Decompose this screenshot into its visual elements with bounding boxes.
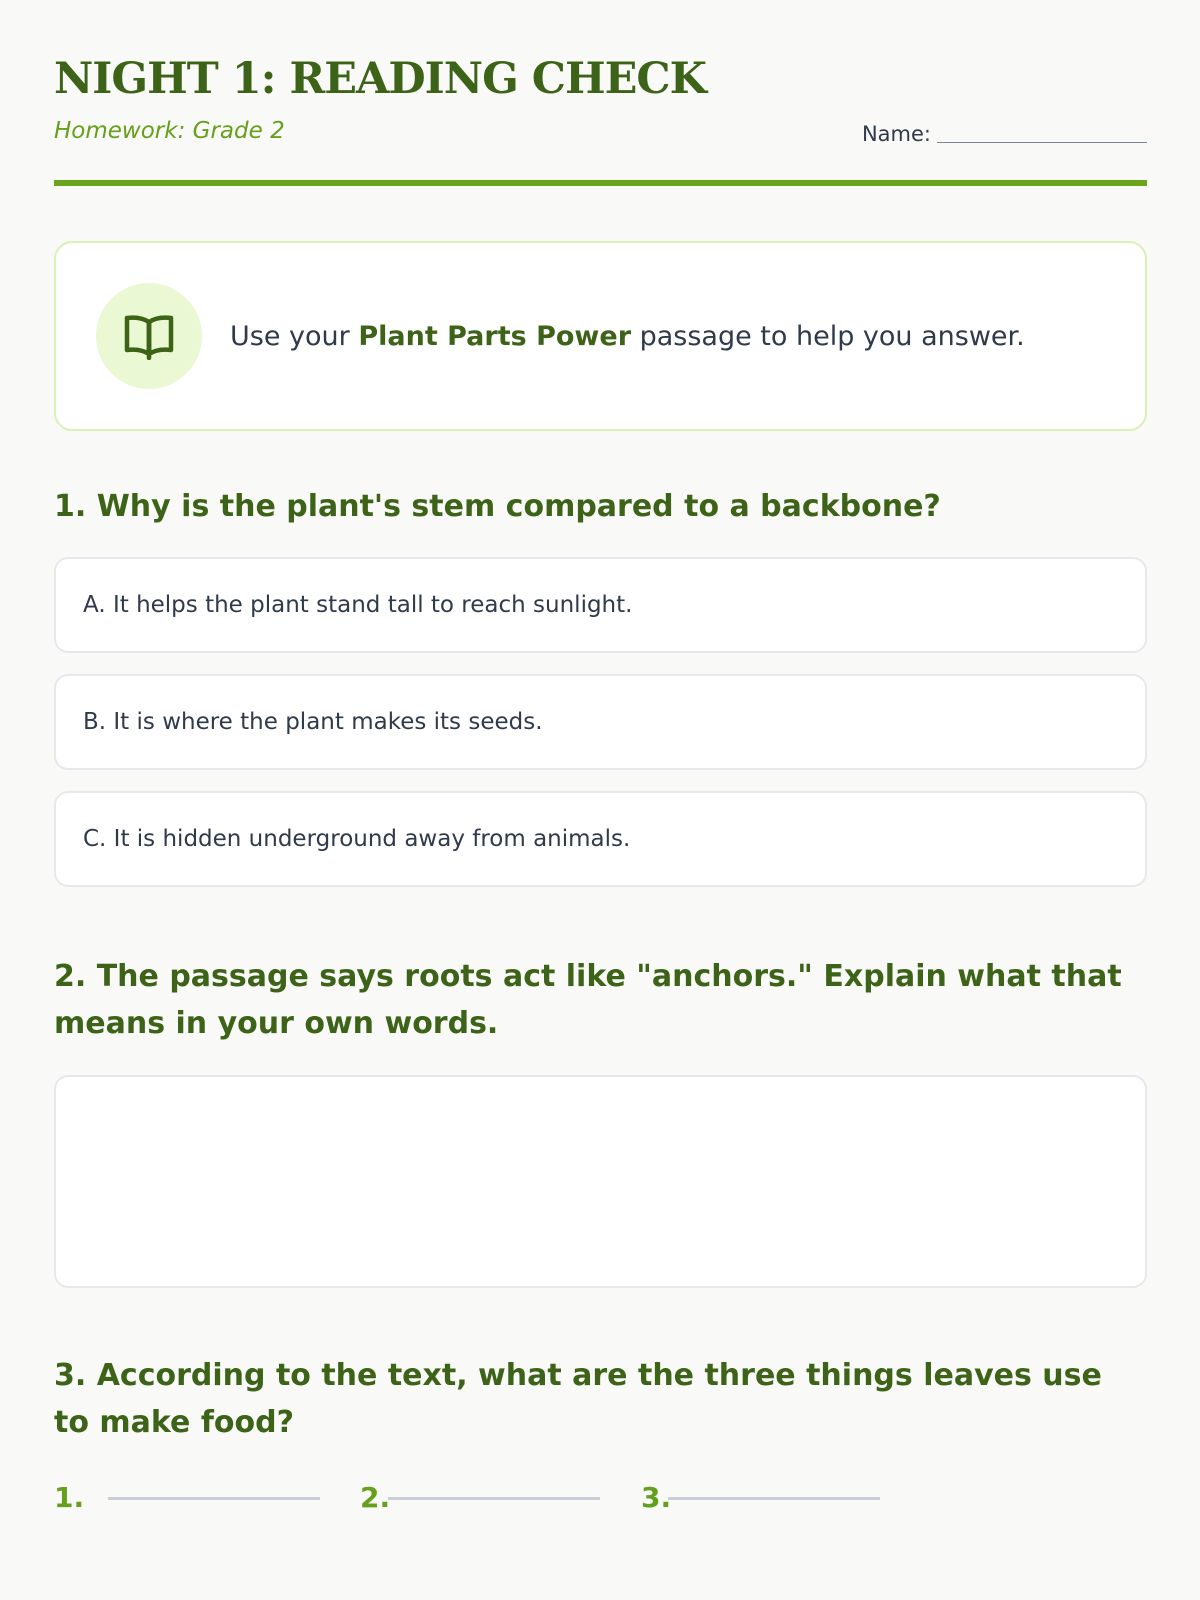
question-3-prompt: 3. According to the text, what are the three things leaves use to make food? xyxy=(54,1358,1102,1440)
passage-instruction xyxy=(230,321,1025,352)
open-book-icon-graphic xyxy=(123,312,175,360)
question-3-blanks xyxy=(54,1478,954,1518)
instruction-text-before: Use your xyxy=(230,320,359,352)
question-1-prompt: 1. Why is the plant's stem compared to a backbone? xyxy=(54,489,941,524)
page-subtitle: Homework: Grade 2 xyxy=(54,118,285,144)
name-field[interactable] xyxy=(937,141,1147,143)
open-book-icon xyxy=(96,283,202,389)
passage-note-box xyxy=(54,241,1147,431)
option-b-text: B. It is where the plant makes its seeds. xyxy=(83,709,543,735)
question-1-option-a[interactable] xyxy=(54,557,1147,653)
question-2-prompt: 2. The passage says roots act like "anchors." Explain what that means in your own words. xyxy=(54,959,1122,1041)
blank-2-number: 2. xyxy=(360,1481,391,1514)
blank-1-line[interactable] xyxy=(108,1497,320,1500)
blank-2-line[interactable] xyxy=(388,1497,600,1500)
blank-1-number: 1. xyxy=(54,1481,85,1514)
question-1-option-b[interactable] xyxy=(54,674,1147,770)
blank-3-line[interactable] xyxy=(668,1497,880,1500)
name-label: Name: xyxy=(861,122,931,146)
header-divider xyxy=(54,180,1147,186)
option-c-text: C. It is hidden underground away from animals. xyxy=(83,826,631,852)
page-title: NIGHT 1: READING CHECK xyxy=(54,54,706,104)
blank-3-number: 3. xyxy=(641,1481,672,1514)
name-field-group xyxy=(862,122,1147,147)
option-a-text: A. It helps the plant stand tall to reach sunlight. xyxy=(83,592,633,618)
passage-title: Plant Parts Power xyxy=(358,320,632,352)
question-1-option-c[interactable] xyxy=(54,791,1147,887)
instruction-text-after: passage to help you answer. xyxy=(631,320,1025,352)
question-2-answer-box[interactable] xyxy=(54,1075,1147,1288)
